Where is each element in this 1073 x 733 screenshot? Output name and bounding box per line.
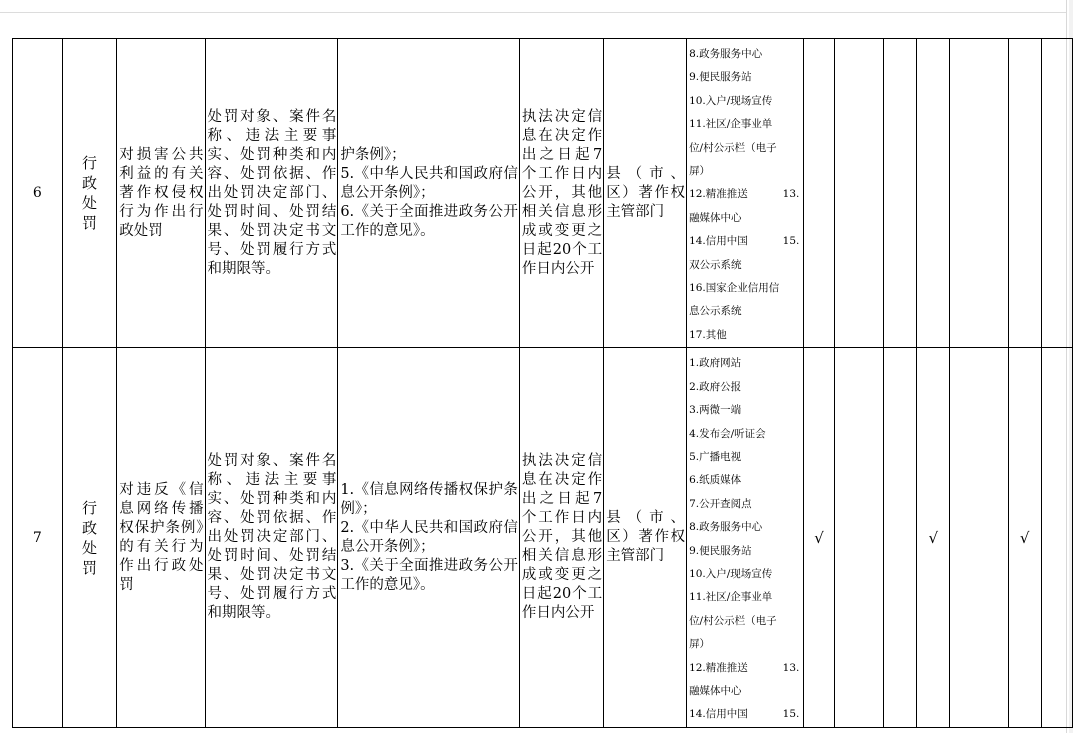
row-item: 对损害公共利益的有关著作权侵权行为作出行政处罚 bbox=[117, 39, 205, 348]
row-number: 6 bbox=[13, 39, 63, 348]
mark-cell: √ bbox=[1008, 348, 1041, 728]
mark-cell bbox=[1008, 39, 1041, 348]
channel-item: 17.其他 bbox=[689, 328, 727, 341]
row-time-limit: 执法决定信息在决定作出之日起7个工作日内公开，其他相关信息形成或变更之日起20个工作日内公开 bbox=[519, 39, 603, 348]
row-category: 行政处罚 bbox=[62, 39, 117, 348]
mark-cell: √ bbox=[804, 348, 834, 728]
channel-item: 10.入户/现场宣传 bbox=[689, 567, 773, 580]
disclosure-table bbox=[12, 38, 1073, 728]
row-channels bbox=[687, 39, 804, 348]
row-department: 县（市、区）著作权主管部门 bbox=[604, 348, 687, 728]
channel-item: 11.社区/企事业单 bbox=[689, 118, 773, 131]
channel-item: 14.信用中国 15. bbox=[689, 235, 800, 248]
channel-item: 9.便民服务站 bbox=[689, 544, 752, 557]
channel-item: 息公示系统 bbox=[689, 305, 742, 318]
channel-item: 7.公开查阅点 bbox=[689, 497, 752, 510]
channel-item: 16.国家企业信用信 bbox=[689, 282, 780, 295]
channel-item: 14.信用中国 15. bbox=[689, 708, 800, 721]
channel-item: 融媒体中心 bbox=[689, 211, 742, 224]
mark-cell bbox=[950, 39, 1008, 348]
mark-cell bbox=[1041, 348, 1072, 728]
mark-cell bbox=[950, 348, 1008, 728]
basis-line: 5.《中华人民共和国政府信息公开条例》； bbox=[340, 165, 518, 201]
channel-item: 8.政务服务中心 bbox=[689, 48, 763, 60]
channel-item: 8.政务服务中心 bbox=[689, 521, 763, 534]
mark-cell bbox=[884, 39, 917, 348]
channel-item: 9.便民服务站 bbox=[689, 71, 752, 84]
mark-cell bbox=[1041, 39, 1072, 348]
channel-item: 位/村公示栏（电子 bbox=[689, 614, 777, 627]
mark-cell bbox=[804, 39, 834, 348]
channel-item: 12.精准推送 13. bbox=[689, 188, 800, 201]
table-row-7 bbox=[13, 348, 1073, 728]
basis-line: 2.《中华人民共和国政府信息公开条例》； bbox=[340, 519, 518, 555]
channel-item: 11.社区/企事业单 bbox=[689, 591, 773, 604]
channel-item: 屏） bbox=[689, 638, 711, 651]
row-item: 对违反《信息网络传播权保护条例》的有关行为作出行政处罚 bbox=[117, 348, 205, 728]
row-number: 7 bbox=[13, 348, 63, 728]
row-content: 处罚对象、案件名称、违法主要事实、处罚种类和内容、处罚依据、作出处罚决定部门、处罚时间、处罚结果、处罚决定书文号、处罚履行方式和期限等。 bbox=[205, 348, 338, 728]
row-category: 行政处罚 bbox=[62, 348, 117, 728]
row-time-limit: 执法决定信息在决定作出之日起7个工作日内公开，其他相关信息形成或变更之日起20个工作日内公开 bbox=[519, 348, 603, 728]
channel-item: 融媒体中心 bbox=[689, 684, 742, 697]
row-channels bbox=[687, 348, 804, 728]
basis-line: 3.《关于全面推进政务公开工作的意见》。 bbox=[340, 557, 518, 593]
channel-item: 屏） bbox=[689, 165, 711, 178]
channel-item: 2.政府公报 bbox=[689, 380, 742, 393]
channel-item: 1.政府网站 bbox=[689, 357, 742, 370]
channel-item: 位/村公示栏（电子 bbox=[689, 141, 777, 154]
channel-item: 4.发布会/听证会 bbox=[689, 427, 766, 440]
channel-item: 12.精准推送 13. bbox=[689, 661, 800, 674]
channel-item: 6.纸质媒体 bbox=[689, 474, 742, 487]
channel-item: 3.两微一端 bbox=[689, 404, 742, 417]
table-row-6 bbox=[13, 39, 1073, 348]
row-department: 县（市、区）著作权主管部门 bbox=[604, 39, 687, 348]
basis-line: 6.《关于全面推进政务公开工作的意见》。 bbox=[340, 203, 518, 239]
row-basis bbox=[338, 348, 520, 728]
mark-cell bbox=[917, 39, 950, 348]
basis-line: 护条例》； bbox=[340, 146, 406, 163]
mark-cell bbox=[834, 348, 883, 728]
mark-cell: √ bbox=[917, 348, 950, 728]
basis-line: 1.《信息网络传播权保护条例》； bbox=[340, 481, 518, 517]
mark-cell bbox=[834, 39, 883, 348]
channel-item: 10.入户/现场宣传 bbox=[689, 94, 773, 107]
channel-item: 双公示系统 bbox=[689, 258, 742, 271]
channel-item: 5.广播电视 bbox=[689, 450, 742, 463]
mark-cell bbox=[884, 348, 917, 728]
page-top-rule bbox=[0, 12, 1066, 13]
row-basis bbox=[338, 39, 520, 348]
row-content: 处罚对象、案件名称、违法主要事实、处罚种类和内容、处罚依据、作出处罚决定部门、处罚时间、处罚结果、处罚决定书文号、处罚履行方式和期限等。 bbox=[205, 39, 338, 348]
